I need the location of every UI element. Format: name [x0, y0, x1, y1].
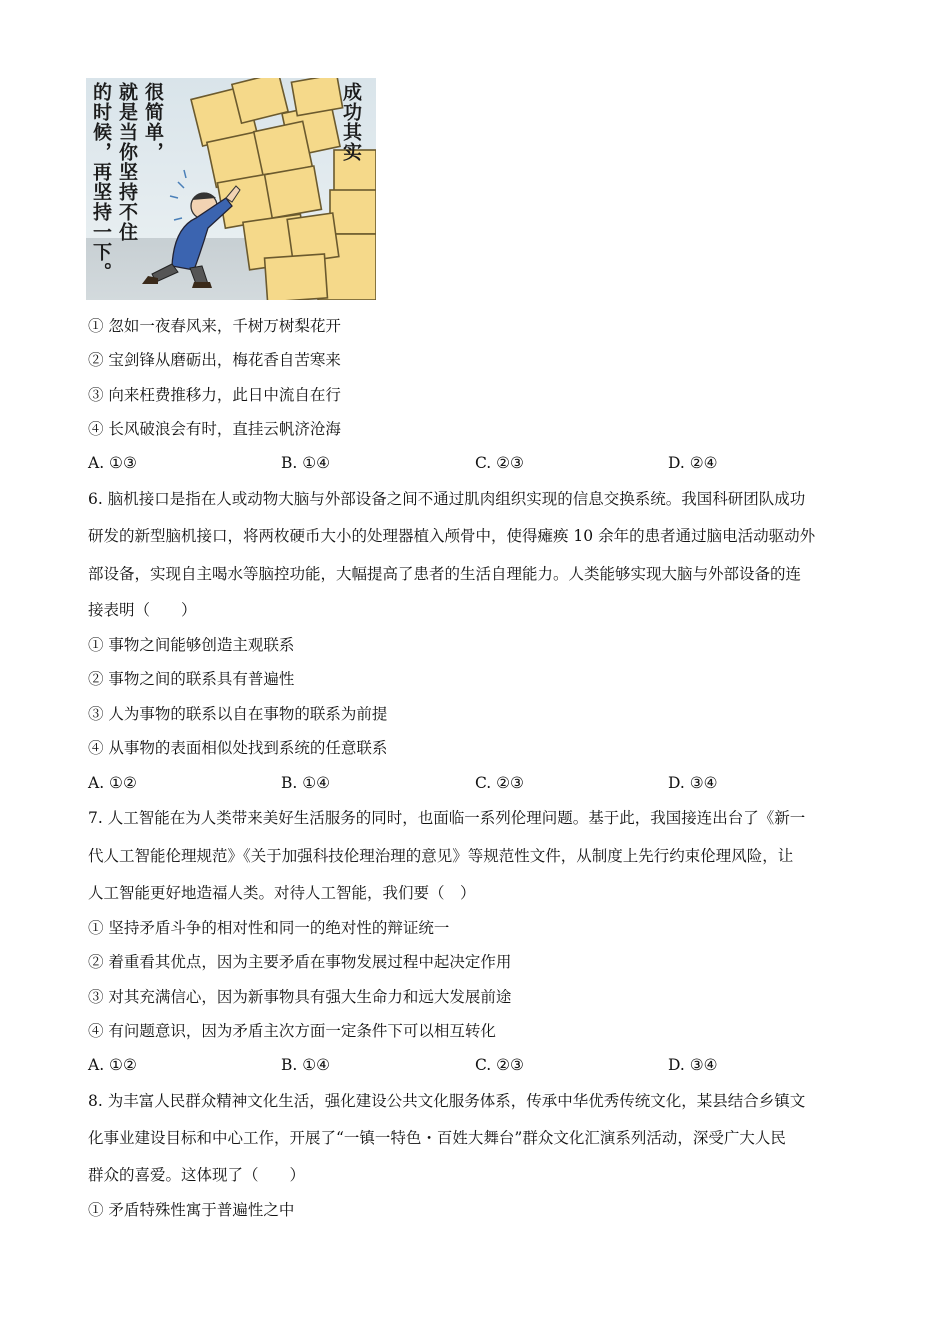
q5-option-d[interactable]: D. ②④ — [668, 454, 718, 472]
q5-option-c[interactable]: C. ②③ — [475, 454, 524, 472]
q7-stem-line-1: 7. 人工智能在为人类带来美好生活服务的同时，也面临一系列伦理问题。基于此，我国接连出台了《新一 — [88, 809, 806, 827]
q8-stem-line-3: 群众的喜爱。这体现了（ ） — [88, 1166, 306, 1184]
q6-statement-4: ④ 从事物的表面相似处找到系统的任意联系 — [88, 739, 388, 757]
q7-statement-2: ② 着重看其优点，因为主要矛盾在事物发展过程中起决定作用 — [88, 953, 512, 971]
q6-statement-3: ③ 人为事物的联系以自在事物的联系为前提 — [88, 705, 388, 723]
q7-statement-3: ③ 对其充满信心，因为新事物具有强大生命力和远大发展前途 — [88, 988, 512, 1006]
caption-column-1: 成功其实 — [340, 82, 362, 162]
q6-option-d[interactable]: D. ③④ — [668, 774, 718, 792]
q7-stem-line-3: 人工智能更好地造福人类。对待人工智能，我们要（ ） — [88, 884, 476, 902]
q8-statement-1: ① 矛盾特殊性寓于普遍性之中 — [88, 1201, 295, 1219]
q7-statement-4: ④ 有问题意识，因为矛盾主次方面一定条件下可以相互转化 — [88, 1022, 496, 1040]
q6-option-c[interactable]: C. ②③ — [475, 774, 524, 792]
q6-statement-2: ② 事物之间的联系具有普遍性 — [88, 670, 295, 688]
q6-option-a[interactable]: A. ①② — [88, 774, 137, 792]
q7-option-b[interactable]: B. ①④ — [281, 1056, 331, 1074]
q5-statement-3: ③ 向来枉费推移力，此日中流自在行 — [88, 386, 341, 404]
caption-column-3: 就是当你坚持不住 — [116, 82, 138, 242]
q6-stem-line-2: 研发的新型脑机接口，将两枚硬币大小的处理器植入颅骨中，使得瘫痪 10 余年的患者通过脑电活动驱动外 — [88, 527, 816, 545]
q7-stem-line-2: 代人工智能伦理规范》《关于加强科技伦理治理的意见》等规范性文件，从制度上先行约束伦理风险，让 — [88, 847, 794, 865]
q8-stem-line-2: 化事业建设目标和中心工作，开展了“一镇一特色・百姓大舞台”群众文化汇演系列活动，深受广大人民 — [88, 1129, 786, 1147]
q5-statement-4: ④ 长风破浪会有时，直挂云帆济沧海 — [88, 420, 341, 438]
q6-stem-line-3: 部设备，实现自主喝水等脑控功能，大幅提高了患者的生活自理能力。人类能够实现大脑与外部设备的连 — [88, 565, 802, 583]
q7-option-c[interactable]: C. ②③ — [475, 1056, 524, 1074]
q6-stem-line-4: 接表明（ ） — [88, 601, 197, 619]
caption-column-2: 很简单， — [142, 82, 164, 162]
caption-column-4: 的时候，再坚持一下。 — [90, 82, 112, 282]
q8-stem-line-1: 8. 为丰富人民群众精神文化生活，强化建设公共文化服务体系，传承中华优秀传统文化，某县结合乡镇文 — [88, 1092, 806, 1110]
q6-statement-1: ① 事物之间能够创造主观联系 — [88, 636, 295, 654]
q7-option-a[interactable]: A. ①② — [88, 1056, 137, 1074]
q6-option-b[interactable]: B. ①④ — [281, 774, 331, 792]
cartoon-image — [86, 78, 376, 300]
q5-option-a[interactable]: A. ①③ — [88, 454, 137, 472]
q5-option-b[interactable]: B. ①④ — [281, 454, 331, 472]
q5-statement-2: ② 宝剑锋从磨砺出，梅花香自苦寒来 — [88, 351, 341, 369]
q6-stem-line-1: 6. 脑机接口是指在人或动物大脑与外部设备之间不通过肌肉组织实现的信息交换系统。我国科研团队成功 — [88, 490, 806, 508]
q7-option-d[interactable]: D. ③④ — [668, 1056, 718, 1074]
q5-statement-1: ① 忽如一夜春风来，千树万树梨花开 — [88, 317, 341, 335]
q7-statement-1: ① 坚持矛盾斗争的相对性和同一的绝对性的辩证统一 — [88, 919, 450, 937]
